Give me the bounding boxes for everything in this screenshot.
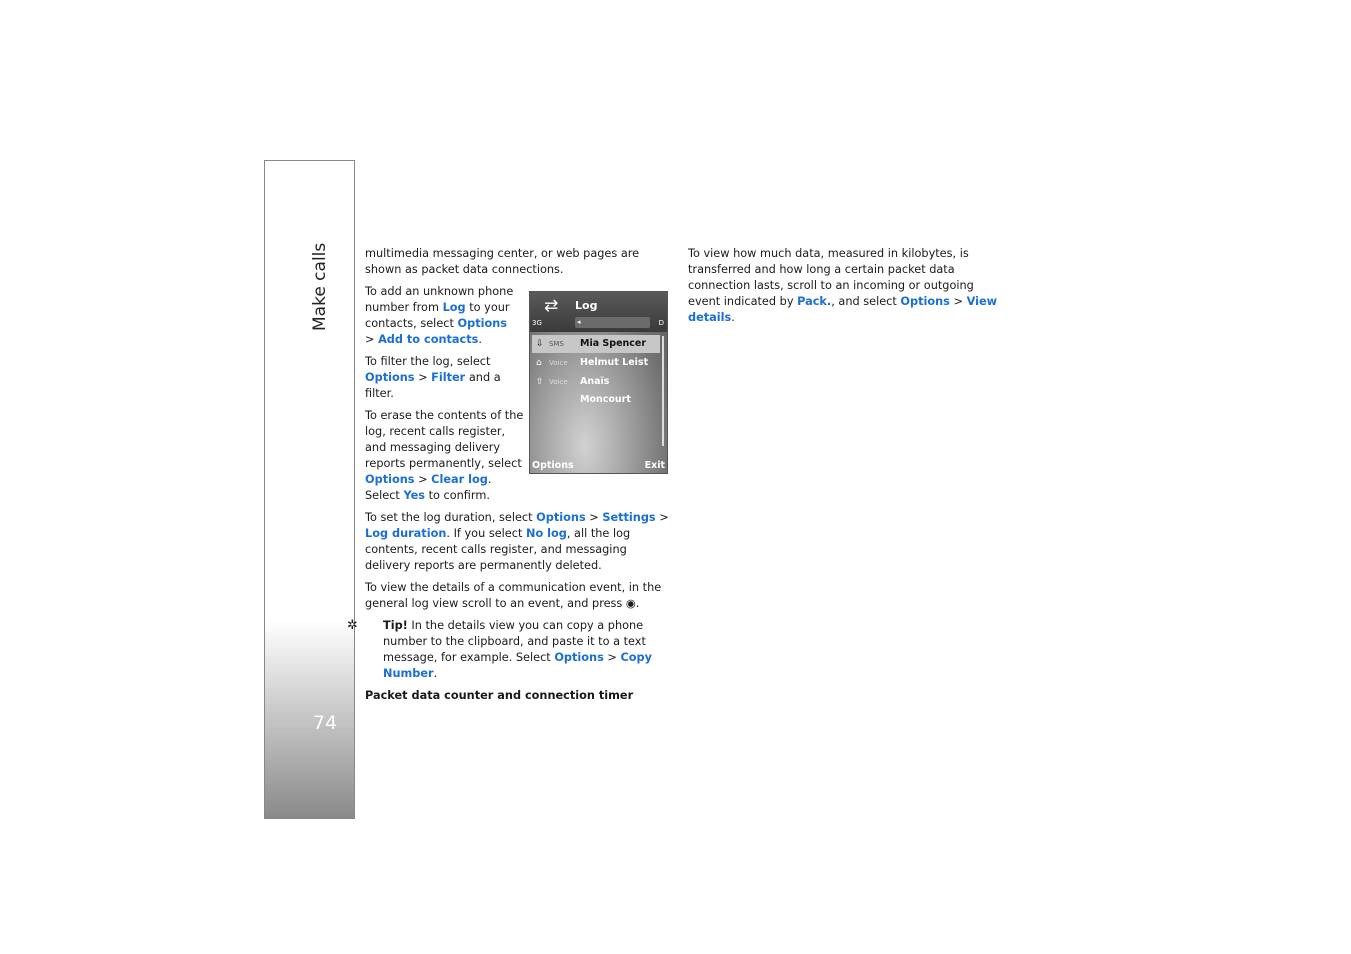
phone-screen-title: Log — [575, 299, 598, 312]
link-add-to-contacts[interactable]: Add to contacts — [378, 333, 479, 346]
link-pack[interactable]: Pack. — [797, 295, 832, 308]
battery-indicator: D — [658, 319, 664, 327]
log-entry[interactable]: ⌂ Voice Helmut Leist — [532, 354, 660, 372]
link-options[interactable]: Options — [457, 317, 507, 330]
link-no-log[interactable]: No log — [525, 527, 567, 540]
missed-call-icon: ⌂ — [536, 358, 542, 368]
link-clear-log[interactable]: Clear log — [431, 473, 488, 486]
link-yes[interactable]: Yes — [403, 489, 425, 502]
link-view-details[interactable]: View details — [688, 295, 998, 324]
link-options[interactable]: Options — [365, 473, 415, 486]
softkey-exit[interactable]: Exit — [644, 460, 665, 471]
log-entry[interactable]: ⇩ SMS Mia Spencer — [532, 335, 660, 353]
log-entry[interactable]: ⇧ Voice Anaïs Moncourt — [532, 373, 660, 391]
log-app-icon: ⇄ — [544, 296, 559, 316]
link-filter[interactable]: Filter — [431, 371, 466, 384]
section-heading: Packet data counter and connection timer — [365, 689, 634, 702]
paragraph-packet-data: To view how much data, measured in kilobytes, is transferred and how long a certain packet data connection lasts, scroll to an incoming or outgoing event indicated by Pack., and select Options > View details. — [688, 247, 998, 324]
tip-label: Tip! — [383, 619, 408, 632]
right-column — [688, 246, 1003, 332]
paragraph-filter: To filter the log, select Options > Filter and a filter. — [365, 355, 501, 400]
paragraph-log-duration: To set the log duration, select Options > Settings > Log duration. If you select No log, all the log contents, recent calls register, and messaging delivery reports are permanently deleted. — [365, 511, 669, 572]
link-log-duration[interactable]: Log duration — [365, 527, 447, 540]
tip-paragraph: ✲ Tip! In the details view you can copy a phone number to the clipboard, and paste it to a text message, for example. Select Options > Copy Number. — [347, 618, 652, 680]
phone-scrollbar[interactable] — [662, 336, 664, 446]
link-options[interactable]: Options — [536, 511, 586, 524]
link-settings[interactable]: Settings — [602, 511, 656, 524]
phone-screenshot — [529, 291, 668, 474]
link-log[interactable]: Log — [442, 301, 466, 314]
link-copy-number[interactable]: Copy Number — [383, 651, 652, 680]
lightbulb-icon: ✲ — [347, 618, 358, 633]
page-number: 74 — [312, 712, 338, 734]
link-options[interactable]: Options — [900, 295, 950, 308]
outgoing-arrow-icon: ⇧ — [536, 377, 544, 387]
link-options[interactable]: Options — [554, 651, 604, 664]
paragraph-view-details: To view the details of a communication event, in the general log view scroll to an event, and press ◉. — [365, 581, 662, 610]
link-options[interactable]: Options — [365, 371, 415, 384]
phone-tab-bar[interactable]: ◂ — [575, 317, 650, 328]
paragraph-add-contact: To add an unknown phone number from Log to your contacts, select Options > Add to contacts. — [365, 285, 514, 346]
paragraph-erase: To erase the contents of the log, recent calls register, and messaging delivery reports permanently, select Options > Clear log. Select Yes to confirm. — [365, 409, 524, 502]
network-indicator: 3G — [532, 319, 542, 327]
incoming-arrow-icon: ⇩ — [536, 339, 544, 349]
softkey-options[interactable]: Options — [532, 460, 574, 471]
paragraph-1: multimedia messaging center, or web pages are shown as packet data connections. — [365, 247, 640, 276]
